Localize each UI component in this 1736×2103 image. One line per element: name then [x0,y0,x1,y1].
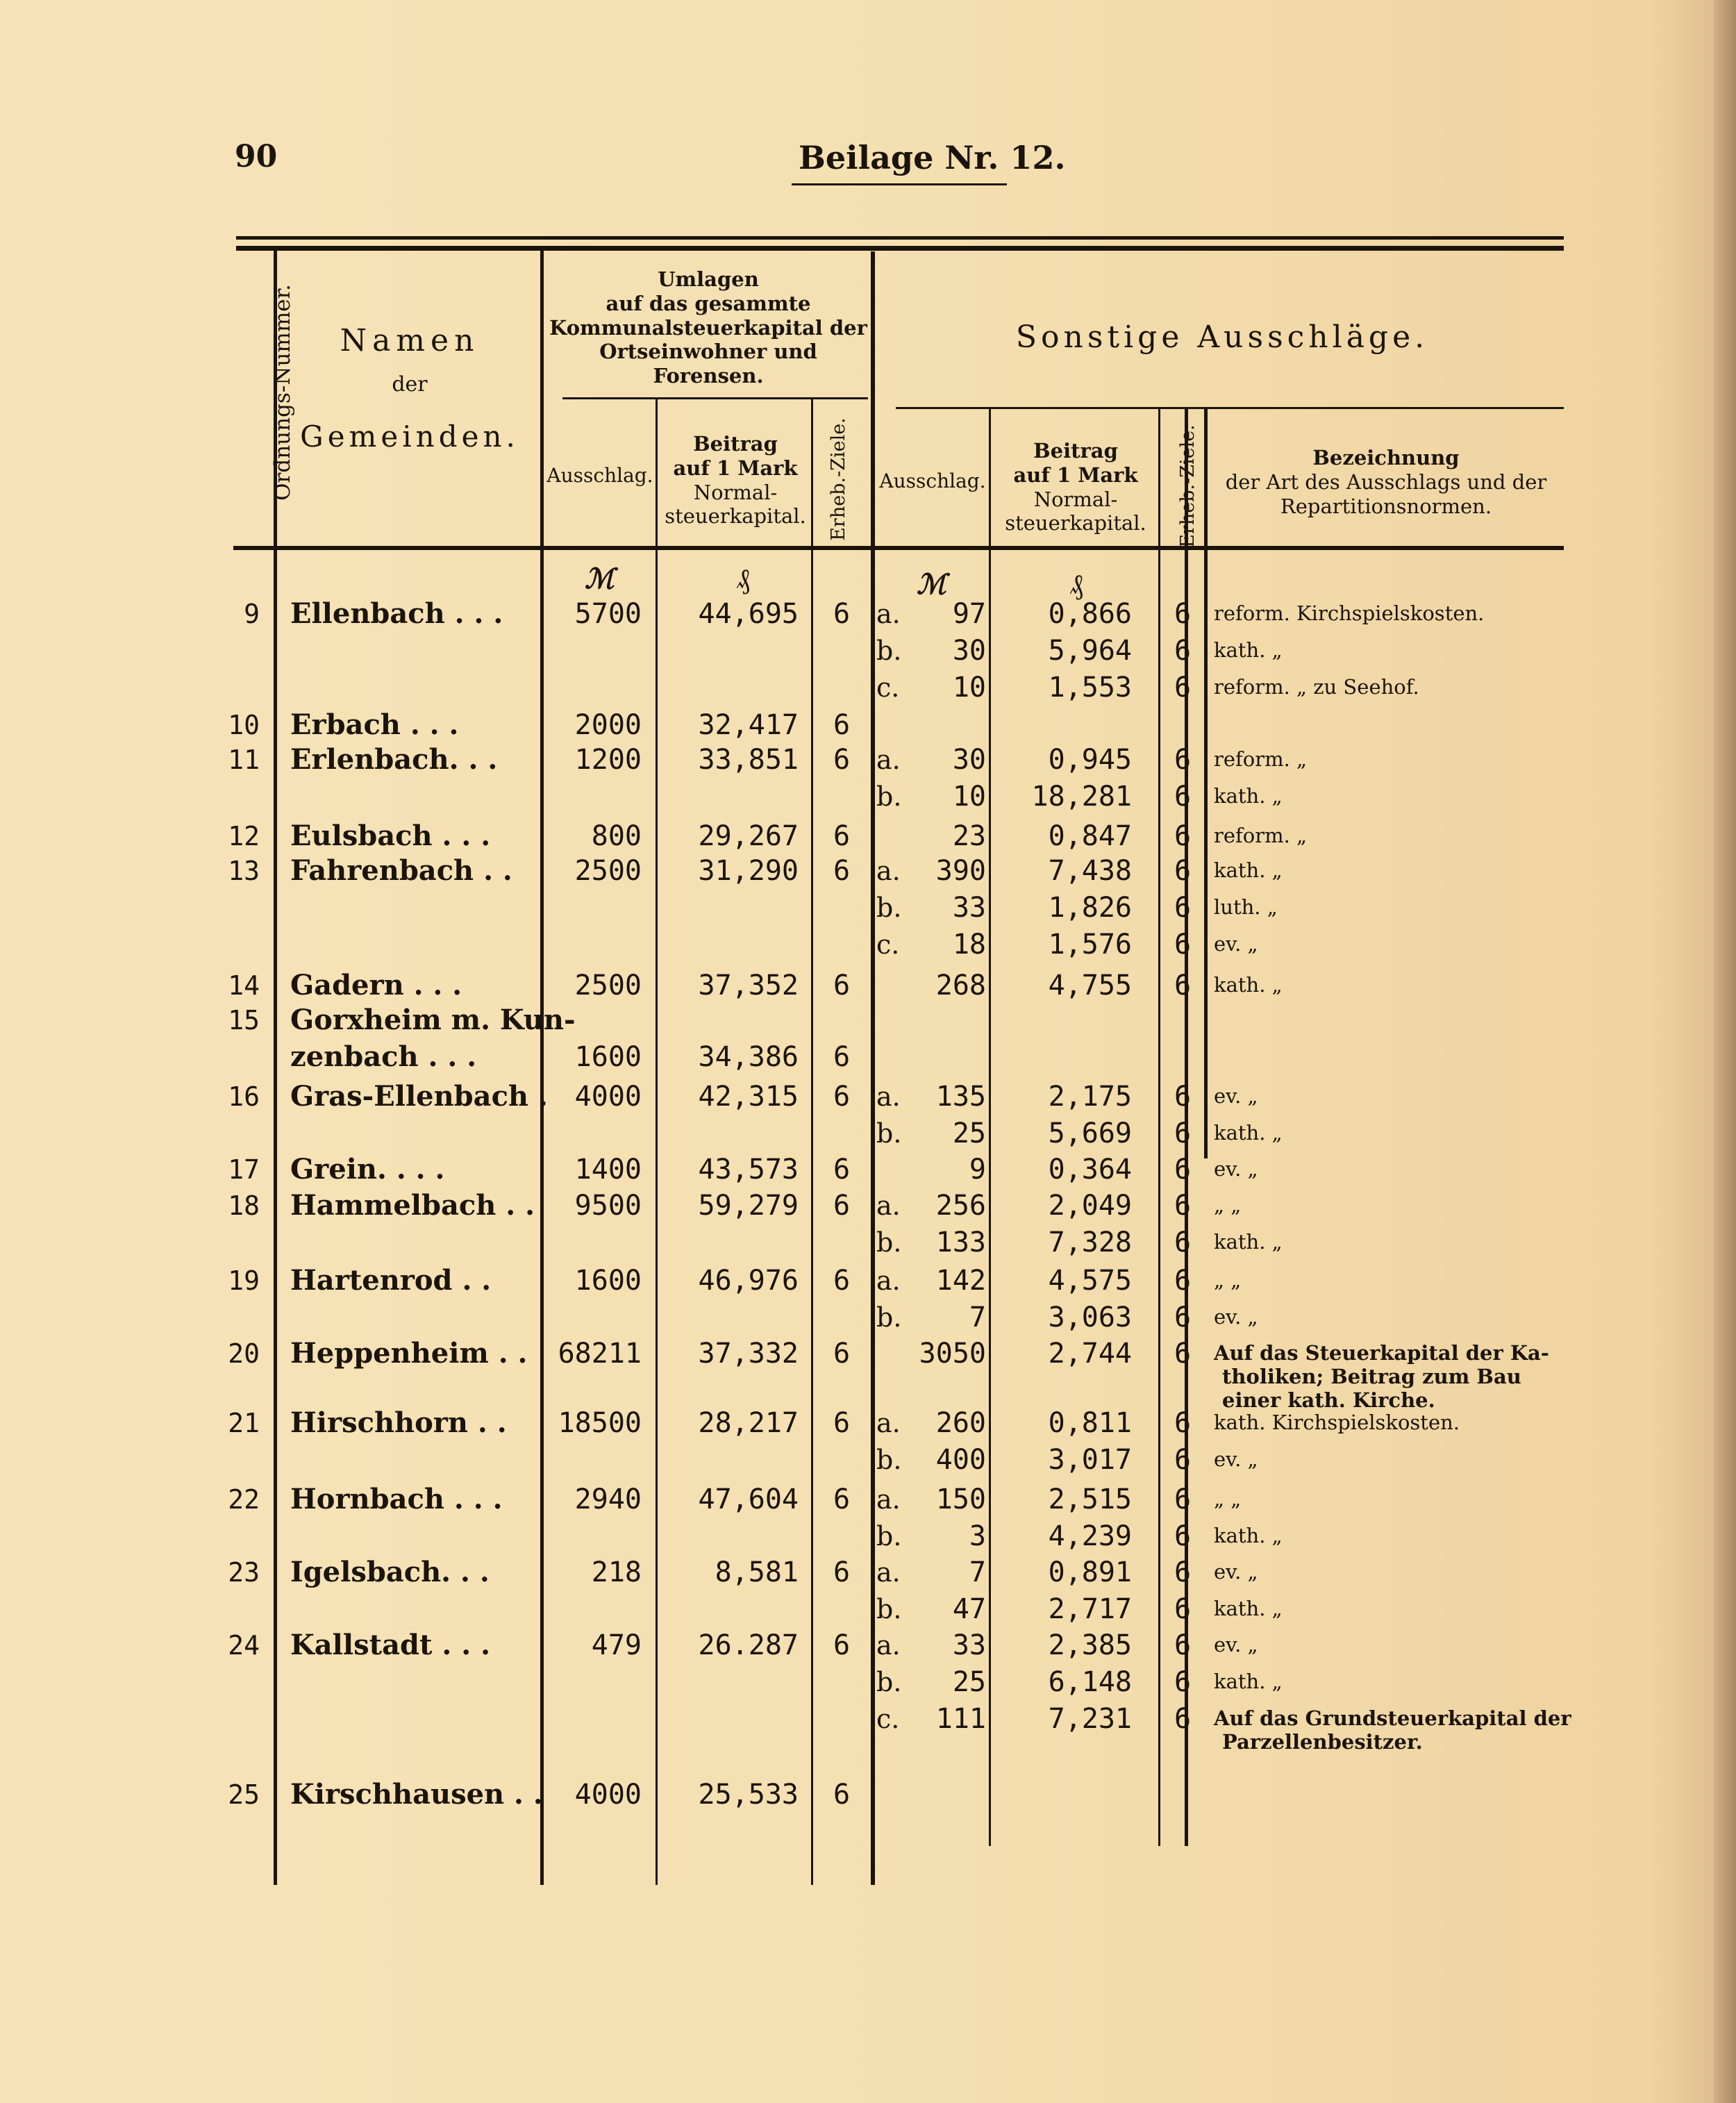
sub-letter: b. [876,1521,902,1552]
sub-letter: b. [876,635,902,666]
sub-beitrag: 0,847 [1048,820,1132,852]
row-name: Fahrenbach . . [290,854,512,887]
row-erheb: 6 [833,1265,851,1297]
sub-description: kath. „ [1214,1597,1283,1620]
vline-4 [811,399,813,1885]
sub-description: „ „ [1214,1487,1242,1511]
sub-ausschlag: 260 [935,1407,986,1439]
beitrag1-line-4: steuerkapital. [665,504,806,529]
row-number: 16 [228,1081,260,1112]
row-erheb: 6 [833,1154,851,1186]
row-name: Erlenbach. . . [290,743,498,776]
row-ausschlag: 9500 [574,1190,642,1222]
sub-beitrag: 5,669 [1048,1117,1132,1149]
sub-letter: a. [876,1630,901,1661]
sub-erheb: 6 [1174,1081,1192,1113]
sub-description: kath. „ [1214,858,1283,882]
row-number: 18 [228,1190,260,1221]
row-name: Grein. . . . [290,1153,445,1186]
sub-letter: a. [876,1190,901,1221]
sub-beitrag: 1,553 [1048,672,1132,704]
row-beitrag: 47,604 [698,1483,799,1515]
row-beitrag: 29,267 [698,820,799,852]
row-ausschlag: 68211 [558,1338,642,1370]
sub-erheb: 6 [1174,781,1192,813]
sub-erheb: 6 [1174,1407,1192,1439]
vline-6 [989,408,991,1846]
sub-description: reform. „ zu Seehof. [1214,675,1419,699]
row-erheb: 6 [833,1081,851,1113]
sub-erheb: 6 [1174,1666,1192,1698]
beitrag1-line-2: auf 1 Mark [673,456,798,480]
row-number: 23 [228,1557,260,1588]
sub-beitrag: 7,438 [1048,855,1132,887]
row-beitrag: 26.287 [698,1629,799,1661]
sub-ausschlag: 7 [969,1556,986,1588]
sub-ausschlag: 18 [952,929,986,961]
row-erheb: 6 [833,1407,851,1439]
row-number: 24 [228,1630,260,1661]
header-namen-3: Gemeinden. [300,419,519,454]
row-name: Gras-Ellenbach . [290,1080,548,1113]
row-erheb: 6 [833,1779,851,1811]
row-erheb: 6 [833,855,851,887]
row-number: 17 [228,1154,260,1185]
sub-description: ev. „ [1214,1157,1258,1181]
sub-description: Auf das Grundsteuerkapital der [1214,1706,1571,1730]
header-erheb-2: Erheb.-Ziele. [1177,424,1199,548]
sub-ausschlag: 390 [935,855,986,887]
row-ausschlag: 2500 [574,855,642,887]
row-erheb: 6 [833,1338,851,1370]
sub-ausschlag: 268 [935,970,986,1001]
header-ordnungs-nummer: Ordnungs-Nummer. [270,284,295,501]
sub-erheb: 6 [1174,1227,1192,1258]
sub-erheb: 6 [1174,1302,1192,1333]
row-name: Eulsbach . . . [290,820,491,852]
sub-erheb: 6 [1174,598,1192,630]
sub-letter: a. [876,599,901,629]
sub-description: reform. „ [1214,747,1308,771]
row-number: 13 [228,856,260,886]
sub-ausschlag: 133 [935,1227,986,1258]
row-erheb: 6 [833,598,851,630]
sub-beitrag: 1,826 [1048,892,1132,924]
sub-letter: a. [876,1408,901,1438]
sub-erheb: 6 [1174,635,1192,667]
row-number: 11 [228,745,260,775]
row-name: Gorxheim m. Kun- [290,1004,576,1036]
row-beitrag: 28,217 [698,1407,799,1439]
umlagen-line-4: Ortseinwohner und [599,340,817,364]
header-ausschlag-2: Ausschlag. [879,469,986,492]
sub-beitrag: 6,148 [1048,1666,1132,1698]
sub-beitrag: 2,744 [1048,1338,1132,1370]
sub-ausschlag: 135 [935,1081,986,1113]
sub-letter: b. [876,892,902,923]
sub-beitrag: 2,717 [1048,1593,1132,1625]
sub-description: ev. „ [1214,1084,1258,1108]
sub-letter: a. [876,1557,901,1588]
row-beitrag: 34,386 [698,1041,799,1073]
row-number: 21 [228,1408,260,1438]
sub-description: reform. Kirchspielskosten. [1214,601,1485,625]
row-beitrag: 46,976 [698,1265,799,1297]
sub-beitrag: 0,891 [1048,1556,1132,1588]
sub-description: Parzellenbesitzer. [1222,1730,1423,1754]
vline-5 [871,251,875,1885]
sub-beitrag: 0,866 [1048,598,1132,630]
row-number: 9 [244,599,260,629]
header-namen [285,323,535,454]
sub-description: „ „ [1214,1193,1242,1217]
row-number: 10 [228,710,260,740]
header-namen-1: Namen [340,323,480,358]
sub-ausschlag: 25 [952,1666,986,1698]
sub-beitrag: 2,049 [1048,1190,1132,1222]
sub-letter: b. [876,1594,902,1624]
sub-erheb: 6 [1174,744,1192,776]
sub-beitrag: 4,575 [1048,1265,1132,1297]
row-ausschlag: 4000 [574,1779,642,1811]
row-ausschlag: 18500 [558,1407,642,1439]
row-beitrag: 43,573 [698,1154,799,1186]
sub-letter: b. [876,1302,902,1333]
sub-beitrag: 2,385 [1048,1629,1132,1661]
beitrag1-line-1: Beitrag [693,432,778,456]
page-number: 90 [235,139,278,174]
sub-letter: a. [876,745,901,775]
row-ausschlag: 5700 [574,598,642,630]
sub-beitrag: 3,063 [1048,1302,1132,1333]
sub-letter: a. [876,1265,901,1296]
row-ausschlag: 4000 [574,1081,642,1113]
sub-description: „ „ [1214,1268,1242,1292]
sub-erheb: 6 [1174,1520,1192,1552]
sub-ausschlag: 3 [969,1520,986,1552]
sub-erheb: 6 [1174,1265,1192,1297]
sub-beitrag: 4,239 [1048,1520,1132,1552]
sub-letter: a. [876,1484,901,1515]
sub-letter: b. [876,1227,902,1258]
sub-beitrag: 2,515 [1048,1483,1132,1515]
header-ausschlag-1: Ausschlag. [546,464,653,487]
header-erheb-1: Erheb.-Ziele. [828,417,849,541]
row-erheb: 6 [833,709,851,741]
sub-description: kath. „ [1214,638,1283,662]
sub-description: luth. „ [1214,895,1278,919]
sub-description: tholiken; Beitrag zum Bau [1222,1365,1521,1388]
unit-mark-2: ℳ [917,568,946,601]
sub-letter: c. [876,672,900,703]
sub-ausschlag: 10 [952,672,986,704]
umlagen-line-5: Forensen. [653,364,764,388]
row-ausschlag: 218 [591,1556,642,1588]
row-number: 22 [228,1484,260,1515]
header-bezeichnung [1208,446,1564,518]
sub-erheb: 6 [1174,1154,1192,1186]
row-erheb: 6 [833,1190,851,1222]
sub-erheb: 6 [1174,1556,1192,1588]
header-namen-2: der [392,372,428,397]
row-number: 20 [228,1338,260,1369]
row-name: Igelsbach. . . [290,1556,490,1588]
bez-line-2: der Art des Ausschlags und der [1225,469,1547,494]
sub-ausschlag: 47 [952,1593,986,1625]
sub-ausschlag: 23 [952,820,986,852]
sub-description: kath. Kirchspielskosten. [1214,1411,1460,1434]
sub-erheb: 6 [1174,892,1192,924]
row-erheb: 6 [833,1041,851,1073]
row-ausschlag: 2940 [574,1483,642,1515]
sub-ausschlag: 150 [935,1483,986,1515]
sub-letter: c. [876,1704,900,1734]
row-beitrag: 59,279 [698,1190,799,1222]
sub-erheb: 6 [1174,672,1192,704]
sub-ausschlag: 25 [952,1117,986,1149]
row-beitrag: 31,290 [698,855,799,887]
row-erheb: 6 [833,820,851,852]
row-ausschlag: 800 [591,820,642,852]
sub-ausschlag: 256 [935,1190,986,1222]
unit-mark-1: ℳ [585,563,615,595]
sub-ausschlag: 7 [969,1302,986,1333]
sub-erheb: 6 [1174,1483,1192,1515]
sub-description: ev. „ [1214,1447,1258,1471]
sub-ausschlag: 97 [952,598,986,630]
row-ausschlag: 1200 [574,744,642,776]
sub-erheb: 6 [1174,820,1192,852]
sub-description: kath. „ [1214,1230,1283,1254]
sub-erheb: 6 [1174,970,1192,1001]
row-name: Hirschhorn . . [290,1406,507,1439]
row-name: Heppenheim . . [290,1337,528,1370]
row-ausschlag: 479 [591,1629,642,1661]
row-beitrag: 37,332 [698,1338,799,1370]
row-beitrag: 33,851 [698,744,799,776]
sub-description: ev. „ [1214,1305,1258,1329]
sub-ausschlag: 33 [952,1629,986,1661]
row-number: 25 [228,1779,260,1810]
sub-description: kath. „ [1214,784,1283,808]
sub-description: ev. „ [1214,1633,1258,1656]
row-number: 12 [228,821,260,851]
row-number: 14 [228,970,260,1001]
row-erheb: 6 [833,970,851,1001]
sub-letter: b. [876,1667,902,1697]
sub-erheb: 6 [1174,1190,1192,1222]
sub-beitrag: 0,945 [1048,744,1132,776]
sub-description: einer kath. Kirche. [1222,1388,1435,1412]
sub-letter: c. [876,929,900,960]
sub-erheb: 6 [1174,1117,1192,1149]
sub-description: ev. „ [1214,932,1258,956]
sub-erheb: 6 [1174,929,1192,961]
sub-erheb: 6 [1174,1629,1192,1661]
sub-beitrag: 3,017 [1048,1444,1132,1476]
sub-beitrag: 18,281 [1031,781,1132,813]
header-sonstige: Sonstige Ausschläge. [1015,319,1429,355]
paper-edge [1714,0,1736,2103]
beitrag2-line-2: auf 1 Mark [1013,463,1138,487]
row-name: Hornbach . . . [290,1483,503,1515]
sub-description: kath. „ [1214,973,1283,997]
sub-letter: a. [876,856,901,886]
sub-description: reform. „ [1214,824,1308,847]
sub-description: Auf das Steuerkapital der Ka- [1214,1341,1549,1365]
sub-letter: b. [876,1118,902,1149]
umlagen-line-1: Umlagen [658,267,759,291]
row-ausschlag: 2000 [574,709,642,741]
sub-beitrag: 1,576 [1048,929,1132,961]
row-name-continued: zenbach . . . [290,1040,477,1073]
row-number: 15 [228,1005,260,1036]
row-name: Hartenrod . . [290,1264,492,1297]
sub-ausschlag: 400 [935,1444,986,1476]
sub-erheb: 6 [1174,1444,1192,1476]
header-beitrag-1 [660,432,811,529]
sub-ausschlag: 142 [935,1265,986,1297]
row-beitrag: 25,533 [698,1779,799,1811]
sub-beitrag: 5,964 [1048,635,1132,667]
beitrag2-line-4: steuerkapital. [1005,511,1146,535]
beitrag2-line-1: Beitrag [1033,439,1118,463]
vline-3 [656,399,658,1885]
sub-ausschlag: 33 [952,892,986,924]
umlagen-line-3: Kommunalsteuerkapital der [549,315,867,340]
row-name: Gadern . . . [290,969,462,1001]
row-name: Kallstadt . . . [290,1629,490,1661]
top-rule [236,236,1564,240]
row-erheb: 6 [833,1556,851,1588]
sub-erheb: 6 [1174,1593,1192,1625]
row-name: Erbach . . . [290,708,459,741]
sub-beitrag: 0,811 [1048,1407,1132,1439]
header-umlagen [549,267,868,388]
row-ausschlag: 1400 [574,1154,642,1186]
row-ausschlag: 1600 [574,1265,642,1297]
beitrag2-line-3: Normal- [1033,487,1118,511]
unit-pf-2: ₰ [1069,569,1083,601]
sub-description: kath. „ [1214,1670,1283,1693]
vline-2 [540,246,544,1885]
row-beitrag: 32,417 [698,709,799,741]
header-bottom-rule [233,546,1564,550]
row-erheb: 6 [833,744,851,776]
row-ausschlag: 2500 [574,970,642,1001]
sub-beitrag: 4,755 [1048,970,1132,1001]
row-beitrag: 42,315 [698,1081,799,1113]
row-beitrag: 37,352 [698,970,799,1001]
beitrag1-line-3: Normal- [693,480,778,504]
sub-beitrag: 7,328 [1048,1227,1132,1258]
bez-line-3: Repartitionsnormen. [1280,494,1492,518]
row-name: Kirschhausen . . [290,1778,543,1811]
sub-letter: a. [876,1081,901,1112]
row-name: Hammelbach . . [290,1189,535,1222]
row-number: 19 [228,1265,260,1296]
sub-ausschlag: 3050 [919,1338,986,1370]
sub-description: kath. „ [1214,1121,1283,1145]
sub-ausschlag: 111 [935,1703,986,1735]
row-beitrag: 8,581 [715,1556,799,1588]
sub-letter: b. [876,781,902,812]
sub-description: ev. „ [1214,1560,1258,1584]
sub-beitrag: 0,364 [1048,1154,1132,1186]
row-erheb: 6 [833,1483,851,1515]
row-erheb: 6 [833,1629,851,1661]
top-rule-2 [236,246,1564,251]
sub-beitrag: 2,175 [1048,1081,1132,1113]
row-name: Ellenbach . . . [290,597,503,630]
header-sub-rule-2 [896,407,1564,409]
umlagen-line-2: auf das gesammte [606,291,811,315]
header-beitrag-2 [993,439,1158,535]
sub-beitrag: 7,231 [1048,1703,1132,1735]
unit-pf-1: ₰ [736,563,750,595]
sub-letter: b. [876,1445,902,1475]
bez-line-1: Bezeichnung [1312,446,1460,469]
title-underline [792,183,1007,185]
sub-ausschlag: 30 [952,635,986,667]
sub-ausschlag: 9 [969,1154,986,1186]
sub-erheb: 6 [1174,855,1192,887]
row-beitrag: 44,695 [698,598,799,630]
sub-erheb: 6 [1174,1338,1192,1370]
row-ausschlag: 1600 [574,1041,642,1073]
page-title: Beilage Nr. 12. [799,139,1066,176]
sub-ausschlag: 30 [952,744,986,776]
sub-description: kath. „ [1214,1524,1283,1547]
sub-ausschlag: 10 [952,781,986,813]
header-sub-rule-1 [562,397,868,399]
sub-erheb: 6 [1174,1703,1192,1735]
